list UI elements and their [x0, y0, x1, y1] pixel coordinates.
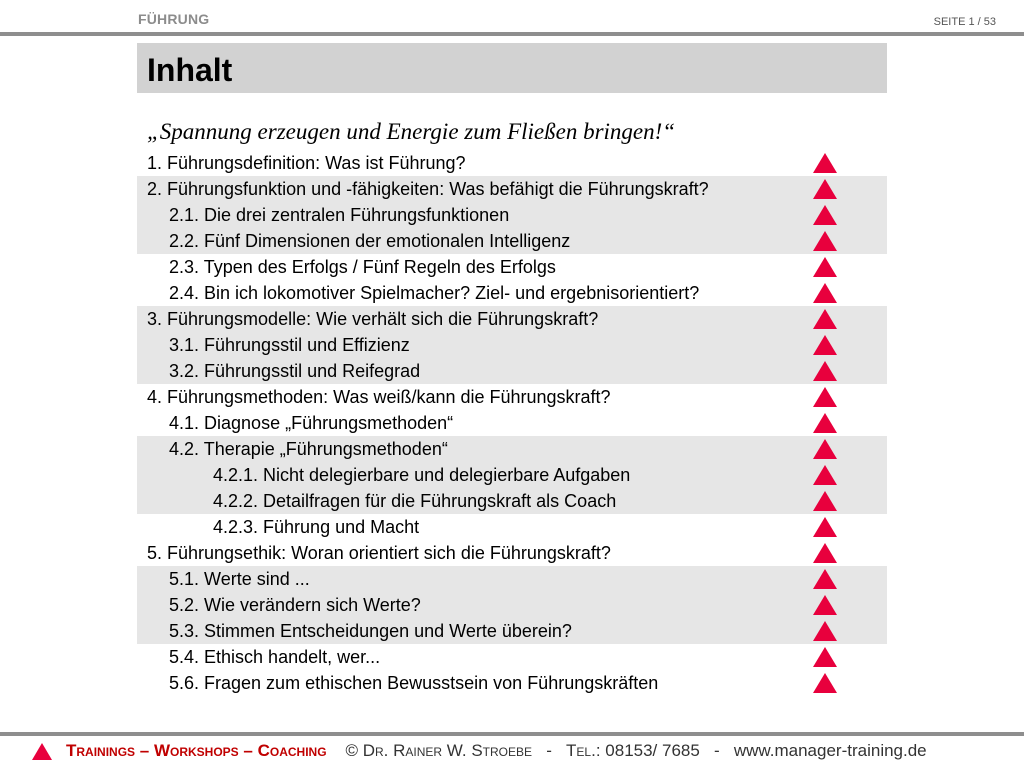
red-triangle-up-icon[interactable] [813, 153, 837, 173]
toc-item[interactable] [0, 176, 1024, 202]
toc-item-label: 3.2. Führungsstil und Reifegrad [169, 361, 421, 381]
section-label: FÜHRUNG [138, 11, 210, 27]
toc-item[interactable] [0, 280, 1024, 306]
red-triangle-up-icon[interactable] [813, 647, 837, 667]
red-triangle-up-icon[interactable] [813, 673, 837, 693]
red-triangle-up-icon[interactable] [813, 465, 837, 485]
red-triangle-up-icon[interactable] [813, 257, 837, 277]
red-triangle-up-icon[interactable] [813, 309, 837, 329]
toc-item[interactable] [0, 566, 1024, 592]
red-triangle-up-icon[interactable] [813, 387, 837, 407]
toc-item-label: 4.2.1. Nicht delegierbare und delegierbare Aufgaben [213, 465, 631, 485]
footer [0, 740, 1024, 764]
toc-item[interactable] [0, 150, 1024, 176]
toc-item[interactable] [0, 358, 1024, 384]
toc-item[interactable] [0, 462, 1024, 488]
toc-item-label: 5.2. Wie verändern sich Werte? [169, 595, 421, 615]
toc-item-label: 3.1. Führungsstil und Effizienz [169, 335, 410, 355]
red-triangle-up-icon[interactable] [813, 543, 837, 563]
red-triangle-up-icon[interactable] [813, 361, 837, 381]
toc-item-label: 4.1. Diagnose „Führungsmethoden“ [169, 413, 454, 433]
toc-item-label: 2.4. Bin ich lokomotiver Spielmacher? Ziel- und ergebnisorientiert? [169, 283, 700, 303]
red-triangle-up-icon[interactable] [813, 335, 837, 355]
red-triangle-up-icon[interactable] [813, 569, 837, 589]
toc-item-label: 5. Führungsethik: Woran orientiert sich die Führungskraft? [147, 543, 611, 563]
toc-item[interactable] [0, 410, 1024, 436]
toc-item-label: 5.1. Werte sind ... [169, 569, 310, 589]
red-triangle-up-icon[interactable] [813, 439, 837, 459]
red-triangle-up-icon[interactable] [813, 231, 837, 251]
toc-item[interactable] [0, 436, 1024, 462]
toc-item[interactable] [0, 618, 1024, 644]
red-triangle-up-icon[interactable] [813, 595, 837, 615]
toc-item-label: 5.6. Fragen zum ethischen Bewusstsein von Führungskräften [169, 673, 659, 693]
toc-item[interactable] [0, 254, 1024, 280]
toc-item[interactable] [0, 202, 1024, 228]
toc-item-label: 4.2.3. Führung und Macht [213, 517, 420, 537]
toc-item-label: 2. Führungsfunktion und -fähigkeiten: Was befähigt die Führungskraft? [147, 179, 709, 199]
toc-item[interactable] [0, 228, 1024, 254]
footer-phone: Tel.: 08153/ 7685 [566, 741, 700, 760]
footer-separator: - [546, 741, 552, 760]
toc-item-label: 3. Führungsmodelle: Wie verhält sich die Führungskraft? [147, 309, 599, 329]
red-triangle-up-icon[interactable] [813, 179, 837, 199]
red-triangle-up-icon[interactable] [813, 205, 837, 225]
toc-item[interactable] [0, 488, 1024, 514]
red-triangle-up-icon[interactable] [813, 517, 837, 537]
footer-website[interactable]: www.manager-training.de [733, 741, 927, 760]
toc-item[interactable] [0, 670, 1024, 696]
footer-separator: - [714, 741, 720, 760]
bottom-divider [0, 732, 1024, 736]
toc-item[interactable] [0, 384, 1024, 410]
toc-item[interactable] [0, 592, 1024, 618]
toc-item-label: 4.2. Therapie „Führungsmethoden“ [169, 439, 448, 459]
footer-text [66, 741, 927, 761]
footer-author: © Dr. Rainer W. Stroebe [345, 741, 532, 760]
toc-item-label: 4.2.2. Detailfragen für die Führungskraft als Coach [213, 491, 617, 511]
top-divider [0, 32, 1024, 36]
title-bar [137, 43, 887, 93]
toc-item-label: 5.3. Stimmen Entscheidungen und Werte überein? [169, 621, 572, 641]
red-triangle-up-icon[interactable] [32, 743, 52, 760]
footer-brand: Trainings – Workshops – Coaching [66, 741, 327, 760]
page-title: Inhalt [147, 52, 233, 88]
motto: „Spannung erzeugen und Energie zum Fließen bringen!“ [147, 119, 676, 144]
toc-item[interactable] [0, 514, 1024, 540]
toc-item[interactable] [0, 644, 1024, 670]
red-triangle-up-icon[interactable] [813, 491, 837, 511]
toc-item-label: 2.1. Die drei zentralen Führungsfunktionen [169, 205, 510, 225]
toc-item[interactable] [0, 332, 1024, 358]
red-triangle-up-icon[interactable] [813, 283, 837, 303]
red-triangle-up-icon[interactable] [813, 621, 837, 641]
toc-item[interactable] [0, 540, 1024, 566]
toc-item-label: 2.2. Fünf Dimensionen der emotionalen Intelligenz [169, 231, 571, 251]
toc-item-label: 1. Führungsdefinition: Was ist Führung? [147, 153, 466, 173]
page-number: SEITE 1 / 53 [933, 16, 996, 28]
toc-item-label: 4. Führungsmethoden: Was weiß/kann die Führungskraft? [147, 387, 611, 407]
toc-item[interactable] [0, 306, 1024, 332]
red-triangle-up-icon[interactable] [813, 413, 837, 433]
toc-item-label: 2.3. Typen des Erfolgs / Fünf Regeln des Erfolgs [169, 257, 556, 277]
toc-item-label: 5.4. Ethisch handelt, wer... [169, 647, 381, 667]
